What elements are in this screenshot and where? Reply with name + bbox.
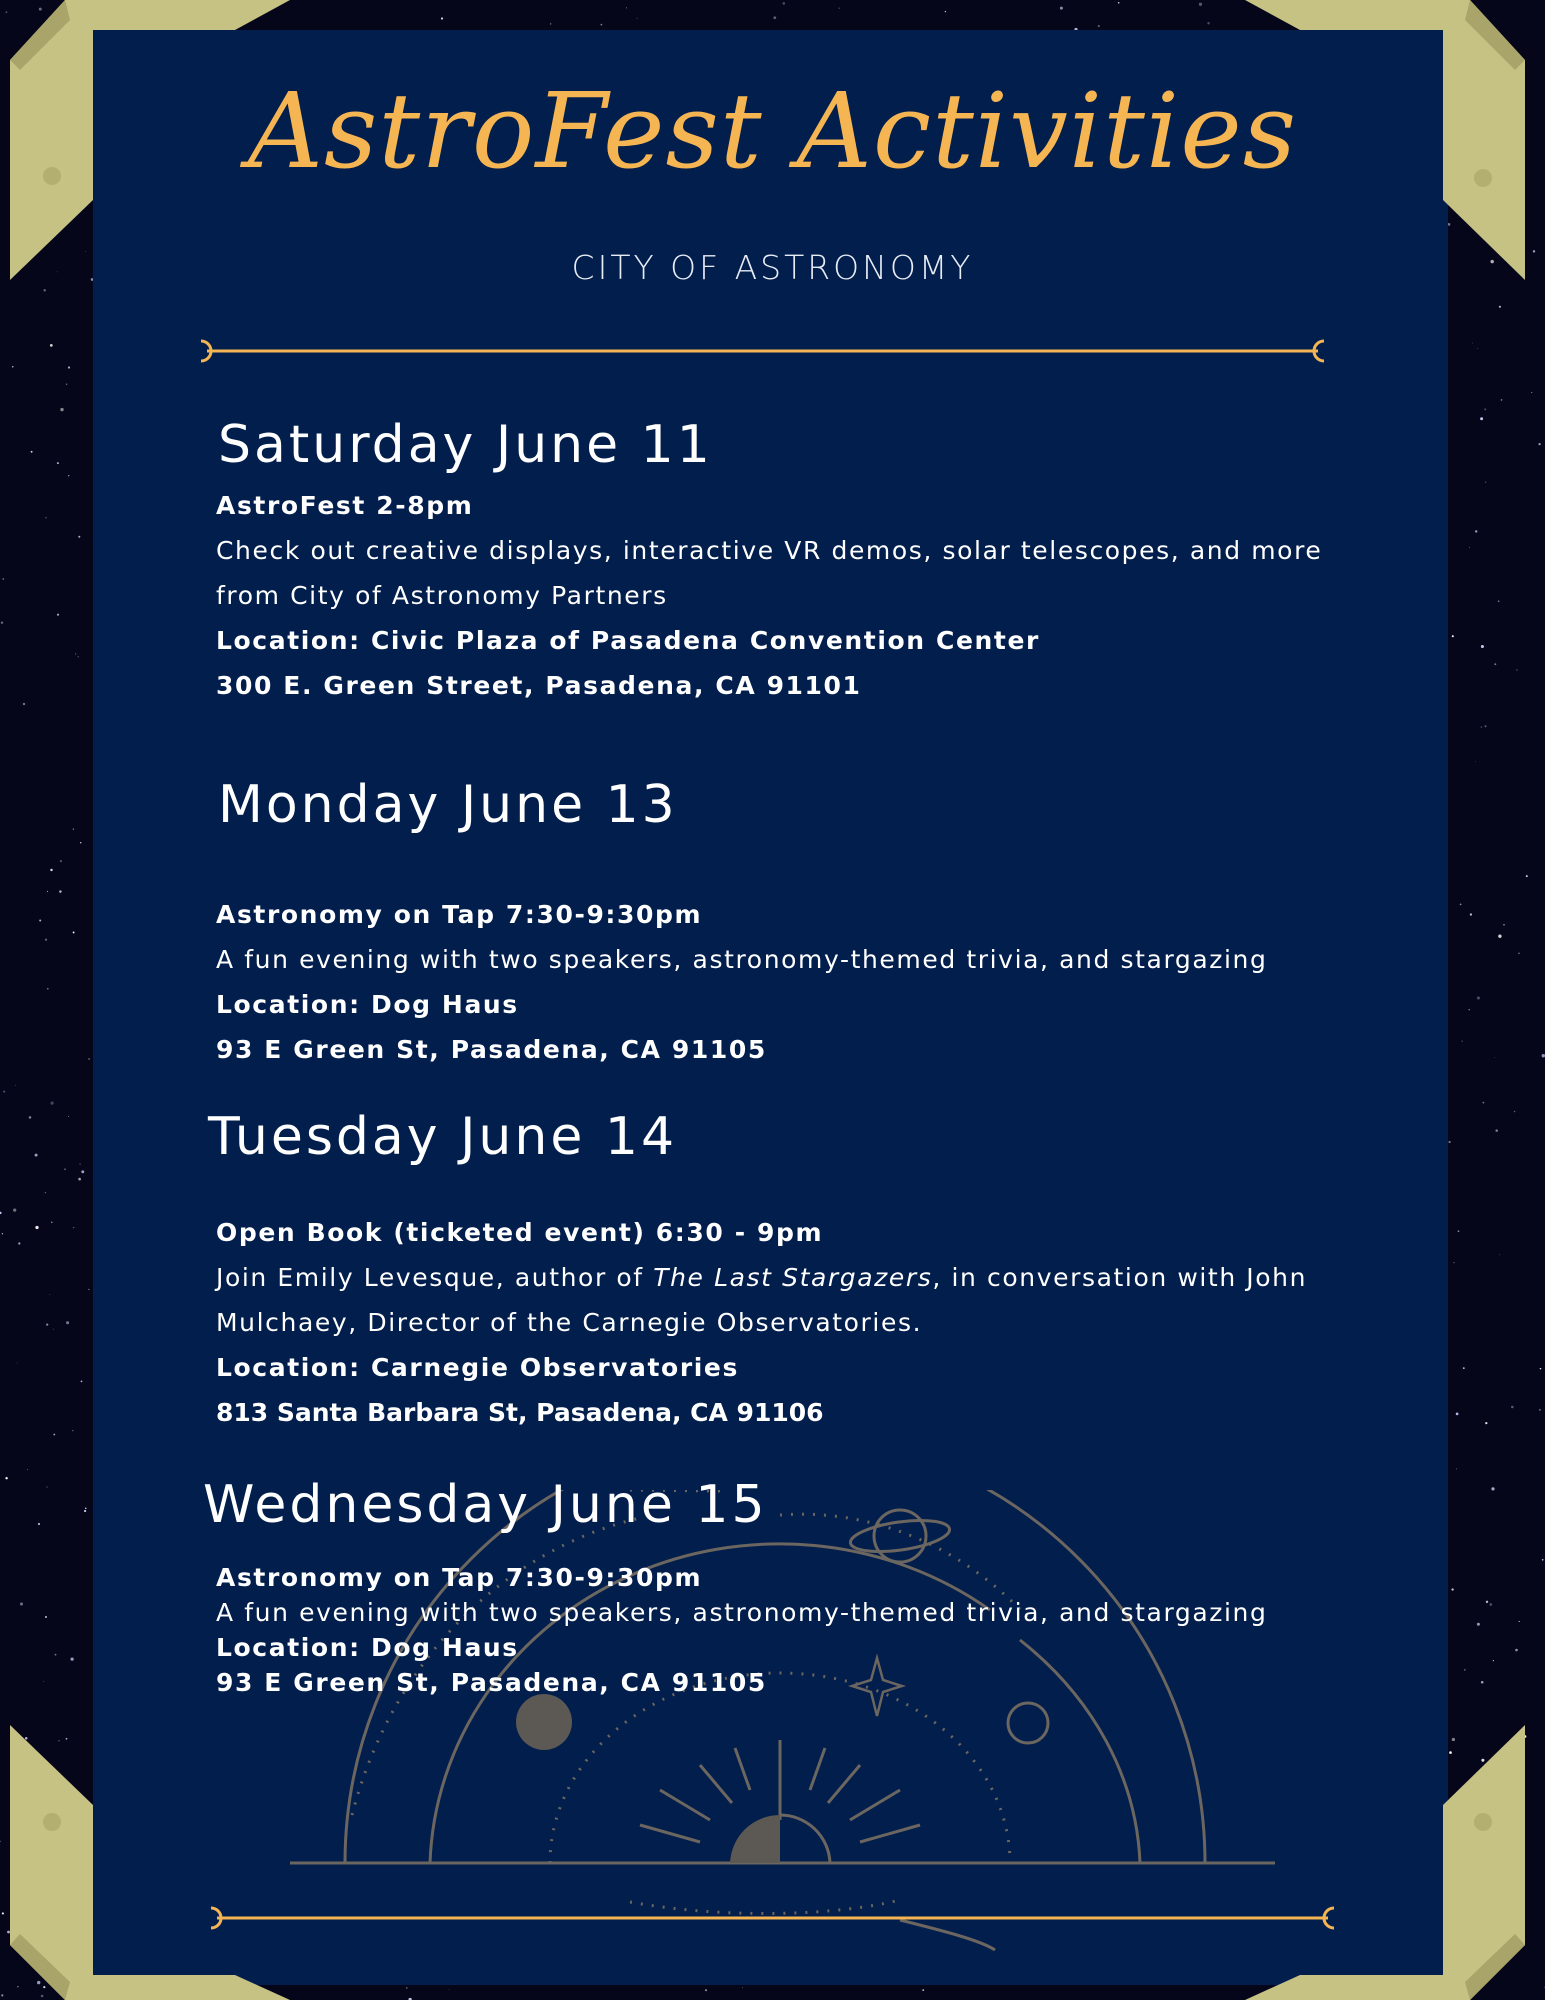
event-location: Location: Dog Haus [216,990,519,1019]
event-location: Location: Carnegie Observatories [216,1353,739,1382]
book-title: The Last Stargazers [653,1263,933,1292]
day-heading-wednesday: Wednesday June 15 [203,1475,768,1535]
event-description-text: Join Emily Levesque, author of [216,1263,654,1292]
page-title: AstroFest Activities [247,70,1298,192]
event-astronomy-on-tap-2 [216,1560,1336,1700]
day-heading-saturday: Saturday June 11 [218,415,713,475]
event-astronomy-on-tap [216,892,1336,1072]
event-name: Astronomy on Tap 7:30-9:30pm [216,900,703,929]
event-description: from City of Astronomy Partners [216,581,668,610]
page-subtitle: CITY OF ASTRONOMY [571,248,974,287]
ornamental-divider-icon-bottom [205,1903,1340,1933]
event-name: AstroFest 2-8pm [216,491,474,520]
event-name: Open Book (ticketed event) 6:30 - 9pm [216,1218,824,1247]
event-description [216,1255,1336,1300]
event-location: Location: Dog Haus [216,1633,519,1662]
event-description-text: , in conversation with John [932,1263,1308,1292]
event-open-book [216,1210,1336,1435]
event-description: Mulchaey, Director of the Carnegie Observatories. [216,1308,923,1337]
event-address: 813 Santa Barbara St, Pasadena, CA 91106 [216,1398,824,1427]
day-heading-tuesday: Tuesday June 14 [208,1107,678,1167]
event-address: 300 E. Green Street, Pasadena, CA 91101 [216,671,862,700]
photo-corner-icon-bottom-right [1245,1700,1545,2000]
ornamental-divider-icon-top [195,336,1330,366]
event-location: Location: Civic Plaza of Pasadena Convention Center [216,626,1040,655]
event-description: A fun evening with two speakers, astronomy-themed trivia, and stargazing [216,945,1268,974]
photo-corner-icon-bottom-left [0,1700,290,2000]
event-description: A fun evening with two speakers, astronomy-themed trivia, and stargazing [216,1598,1268,1627]
event-description: Check out creative displays, interactive VR demos, solar telescopes, and more [216,536,1323,565]
event-address: 93 E Green St, Pasadena, CA 91105 [216,1668,767,1697]
day-heading-monday: Monday June 13 [218,775,678,835]
event-address: 93 E Green St, Pasadena, CA 91105 [216,1035,767,1064]
event-name: Astronomy on Tap 7:30-9:30pm [216,1563,703,1592]
event-astrofest [216,483,1336,708]
